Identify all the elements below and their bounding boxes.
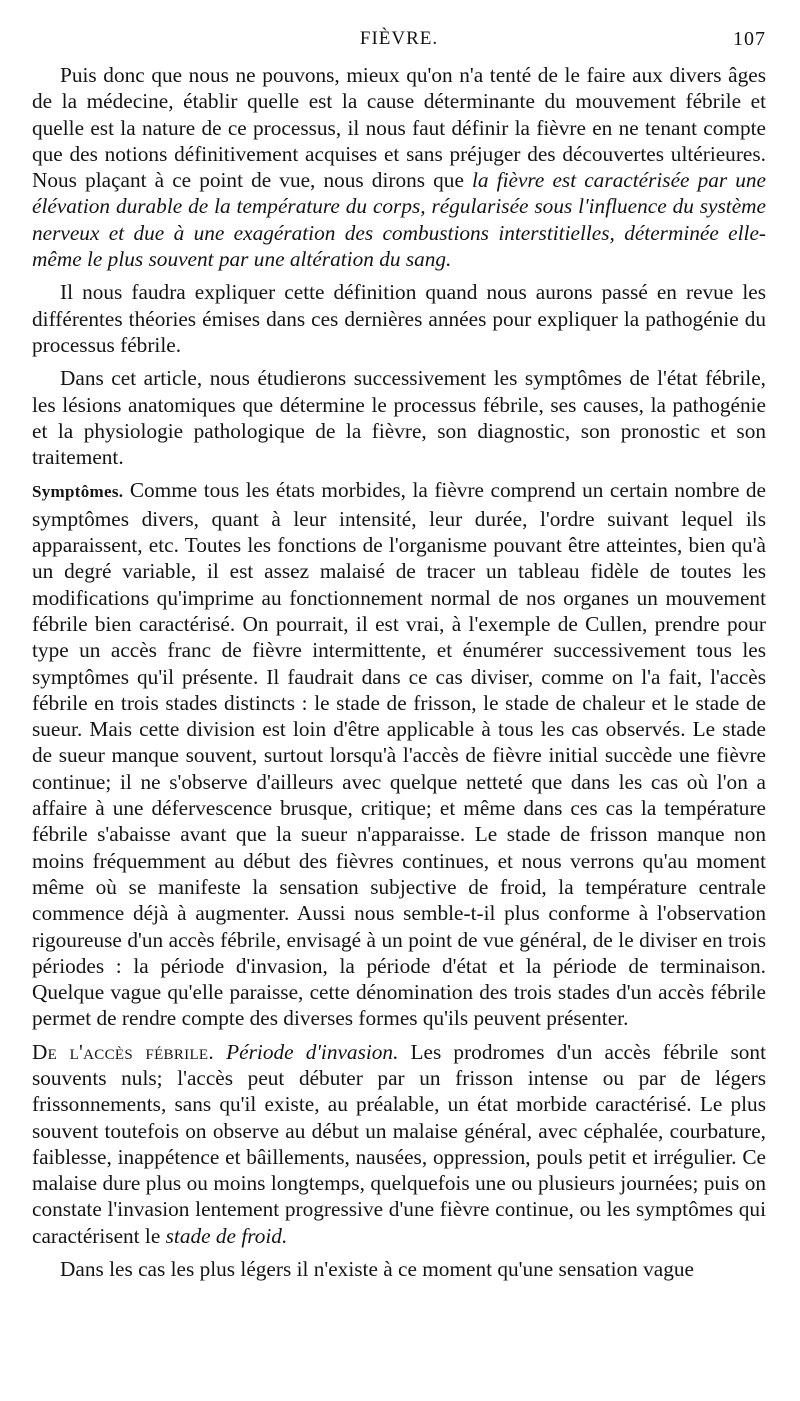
section-heading-symptoms: Symptômes.: [32, 482, 124, 502]
running-head: [32, 28, 766, 62]
fever-definition: la fièvre est caractérisée par une élévation durable de la température du corps, régularisée sous l'influence du système nerveux et due à une exagération des combustions interstitielles, déterminée elle-même le plus souvent par une altération du sang.: [32, 168, 767, 272]
paragraph-text: Les prodromes d'un accès fébrile sont souvents nuls; l'accès peut débuter par un frisson intense ou par de légers frissonnements, sans qu'il existe, au préalable, un état morbide caractérisé. Le plus souvent toutefois on observe au début un malaise général, avec céphalée, courbature, faiblesse, inappétence et bâillements, nausées, oppression, pouls petit et irrégulier. Ce malaise dure plus ou moins longtemps, quelquefois une ou plusieurs journées; puis on constate l'invasion lentement progressive d'une fièvre continue, ou les symptômes qui caractérisent le: [32, 1039, 766, 1248]
paragraph-last-line: Dans les cas les plus légers il n'existe à ce moment qu'une sensation vague: [60, 1257, 694, 1282]
section-heading-acces-febrile: De l'accès fébrile.: [32, 1039, 215, 1064]
text-body: [32, 62, 766, 1282]
book-page: [32, 28, 766, 1289]
paragraph-text: Comme tous les états morbides, la fièvre comprend un certain nombre de symptômes divers, quant à leur intensité, leur durée, l'ordre suivant lequel ils apparaissent, etc. Toutes les fonctions de l'organisme pouvant être atteintes, bien qu'à un degré variable, il est assez malaisé de tracer un tableau fidèle de toutes les modifications qu'imprime au fonctionnement normal de nos organes un mouvement fébrile bien caractérisé. On pourrait, il est vrai, à l'exemple de Cullen, prendre pour type un accès franc de fièvre intermittente, et énumérer successivement tous les symptômes qu'il présente. Il faudrait dans ce cas diviser, comme on l'a fait, l'accès fébrile en trois stades distincts : le stade de frisson, le stade de chaleur et le stade de sueur. Mais cette division est loin d'être applicable à tous les cas observés. Le stade de sueur manque souvent, surtout lorsqu'à l'accès de fièvre initial succède une fièvre continue; il ne s'observe d'ailleurs avec quelque netteté que dans les cas où l'on a affaire à une défervescence brusque, critique; et même dans ces cas la température fébrile s'abaisse avant que la sueur n'apparaisse. Le stade de frisson manque non moins fréquemment au début des fièvres continues, et nous verrons qu'au moment même où se manifeste la sensation subjective de froid, la température centrale commence déjà à augmenter. Aussi nous semble-t-il plus conforme à l'observation rigoureuse d'un accès fébrile, envisagé à un point de vue général, de le diviser en trois périodes : la période d'invasion, la période d'état et la période de terminaison. Quelque vague qu'elle paraisse, cette dénomination des trois stades d'un accès fébrile permet de rendre compte des diverses formes qu'ils peuvent présenter.: [32, 478, 766, 1031]
paragraph-symptoms: [32, 477, 766, 1031]
running-title: FIÈVRE.: [359, 28, 439, 49]
paragraph-acces-febrile: [32, 1039, 766, 1249]
paragraph-text: Puis donc que nous ne pouvons, mieux qu'on n'a tenté de le faire aux divers âges de la médecine, établir quelle est la cause déterminante du mouvement fébrile et quelle est la nature de ce processus, il nous faut définir la fièvre en ne tenant compte que des notions définitivement acquises et sans préjuger des découvertes ultérieures. Nous plaçant à ce point de vue, nous dirons que: [32, 63, 766, 193]
paragraph-explanation: Il nous faudra expliquer cette définition quand nous aurons passé en revue les différentes théories émises dans ces dernières années pour expliquer la pathogénie du processus fébrile.: [32, 280, 766, 357]
stade-de-froid: stade de froid.: [165, 1223, 288, 1248]
page-number: 107: [733, 28, 766, 50]
paragraph-plan: Dans cet article, nous étudierons successivement les symptômes de l'état fébrile, les lésions anatomiques que détermine le processus fébrile, ses causes, la pathogénie et la physiologie pathologique de la fièvre, son diagnostic, son pronostic et son traitement.: [32, 366, 766, 470]
subheading-periode-invasion: Période d'invasion.: [226, 1039, 399, 1064]
paragraph-definition: [32, 62, 766, 272]
